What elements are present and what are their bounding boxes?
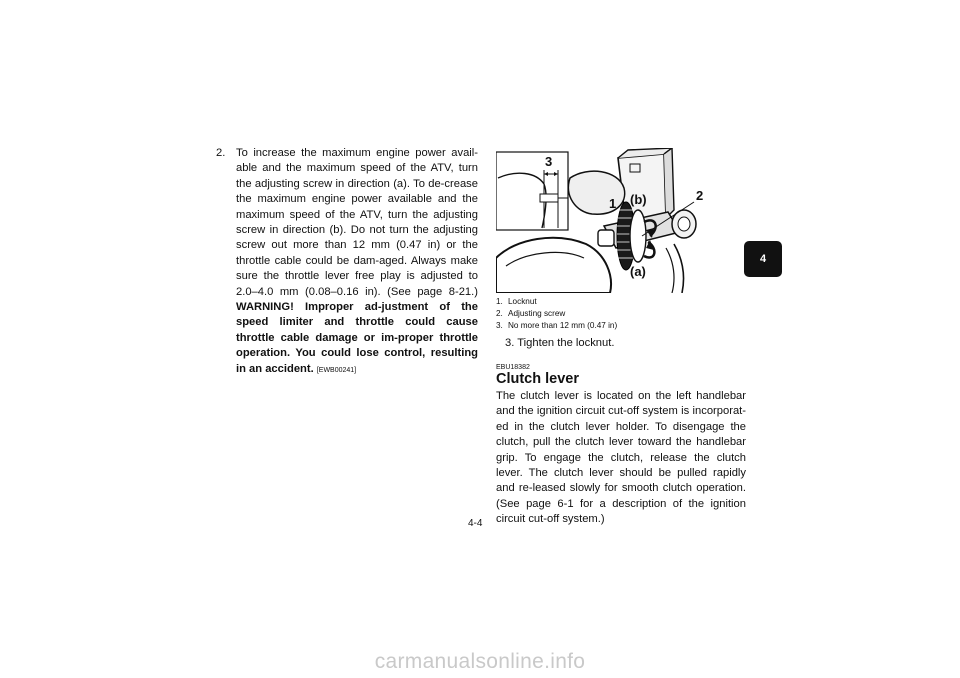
caption-item bbox=[496, 308, 746, 320]
page-number: 4-4 bbox=[468, 518, 483, 529]
warning-text: WARNING! Improper ad-justment of the speed limiter and throttle could cause throttle cable damage or im-proper throttle operation. You could lose control, resulting in an accident. bbox=[236, 301, 478, 375]
label-2: 2 bbox=[696, 188, 704, 203]
step-2-text: To increase the maximum engine power avail-able and the maximum speed of the ATV, turn the adjusting screw in direction (a). To de-crease the maximum engine power available and the maximum speed of the ATV, turn the adjusting screw in direction (b). Do not turn the adjusting screw out more than 12 mm (0.47 in) or the throttle cable could be dam-aged. Always make sure the throttle lever free play is adjusted to 2.0–4.0 mm (0.08–0.16 in). (See page 8-21.) bbox=[236, 147, 478, 298]
step-number: 2. bbox=[216, 147, 226, 159]
watermark: carmanualsonline.info bbox=[374, 650, 586, 673]
caption-number: 3. bbox=[496, 321, 503, 330]
speed-limiter-illustration bbox=[496, 148, 738, 293]
caption-text: Adjusting screw bbox=[508, 309, 566, 318]
label-3: 3 bbox=[545, 154, 553, 169]
caption-item bbox=[496, 320, 746, 332]
figure-captions bbox=[496, 296, 746, 332]
label-b: (b) bbox=[630, 192, 647, 207]
label-a: (a) bbox=[630, 264, 646, 279]
speed-limiter-figure bbox=[496, 148, 738, 293]
caption-text: Locknut bbox=[508, 297, 537, 306]
warning-code: [EWB00241] bbox=[316, 366, 357, 374]
caption-number: 1. bbox=[496, 297, 503, 306]
step-2-item bbox=[216, 146, 478, 378]
clutch-lever-paragraph: The clutch lever is located on the left handlebar and the ignition circuit cut-off system is incorporat-ed in the clutch lever holder. To disengage the clutch, pull the clutch lever toward the handlebar grip. To engage the clutch, release the clutch lever. The clutch lever should be pulled rapidly and re-leased slowly for smooth clutch operation. (See page 6-1 for a description of the ignition circuit cut-off system.) bbox=[496, 390, 746, 526]
step-2-paragraph bbox=[216, 146, 478, 378]
label-1: 1 bbox=[609, 196, 617, 211]
chapter-tab: 4 bbox=[744, 241, 782, 277]
caption-number: 2. bbox=[496, 309, 503, 318]
section-heading: Clutch lever bbox=[496, 371, 579, 387]
caption-item bbox=[496, 296, 746, 308]
step-3-text: 3. Tighten the locknut. bbox=[505, 337, 615, 349]
section-code: EBU18382 bbox=[496, 364, 530, 371]
caption-text: No more than 12 mm (0.47 in) bbox=[508, 321, 618, 330]
